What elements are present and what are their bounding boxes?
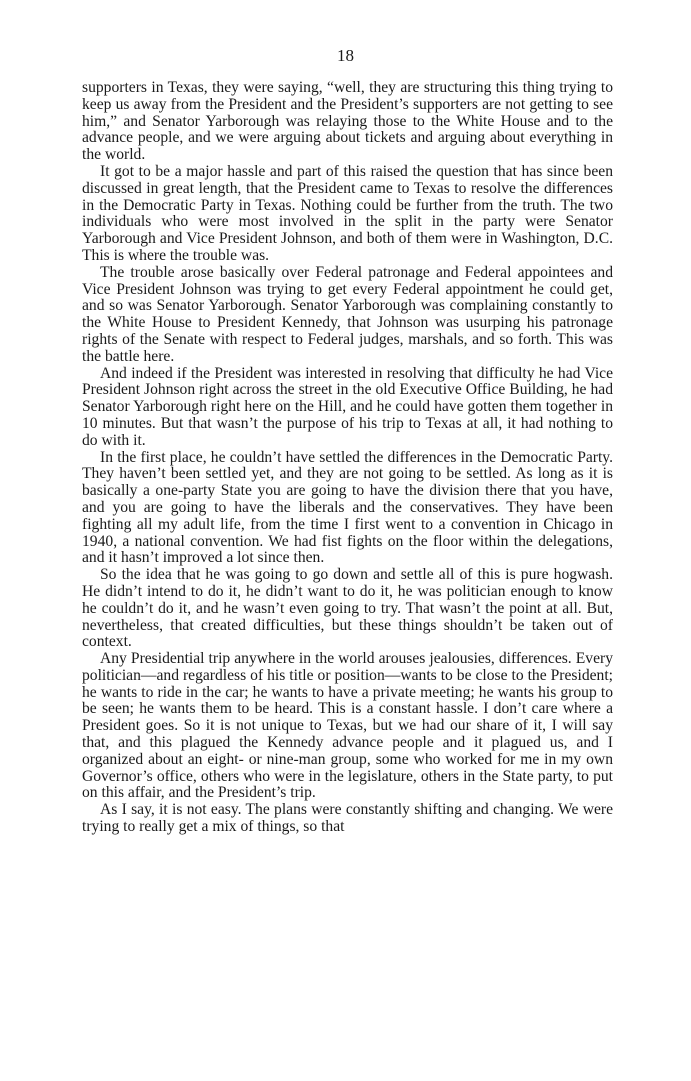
body-text xyxy=(82,80,613,836)
paragraph: So the idea that he was going to go down and settle all of this is pure hogwash. He didn’t intend to do it, he didn’t want to do it, he was politician enough to know he couldn’t do it, and he wasn’t even going to try. That wasn’t the point at all. But, nevertheless, that created difficulties, but these things shouldn’t be taken out of context. xyxy=(82,566,613,651)
paragraph: In the first place, he couldn’t have settled the differences in the Democratic Party. They haven’t been settled yet, and they are not going to be settled. As long as it is basically a one-party State you are going to have the division there that you have, and you are going to have the liberals and the conservatives. They have been fighting all my adult life, from the time I first went to a convention in Chicago in 1940, a national convention. We had fist fights on the floor within the delegations, and it hasn’t improved a lot since then. xyxy=(82,448,613,567)
paragraph: The trouble arose basically over Federal patronage and Federal appointees and Vice President Johnson was trying to get every Federal appointment he could get, and so was Senator Yarborough. Senator Yarborough was complaining constantly to the White House to President Kennedy, that Johnson was usurping his patronage rights of the Senate with respect to Federal judges, marshals, and so forth. This was the battle here. xyxy=(82,263,613,365)
paragraph: It got to be a major hassle and part of this raised the question that has since been discussed in great length, that the President came to Texas to resolve the differences in the Democratic Party in Texas. Nothing could be further from the truth. The two individuals who were most involved in the split in the party were Senator Yarborough and Vice President Johnson, and both of them were in Washington, D.C. This is where the trouble was. xyxy=(82,162,613,264)
paragraph: supporters in Texas, they were saying, “well, they are structuring this thing trying to keep us away from the President and the President’s supporters are not getting to see him,” and Senator Yarborough was relaying those to the White House and to the advance people, and we were arguing about tickets and arguing about everything in the world. xyxy=(82,79,613,164)
paragraph: As I say, it is not easy. The plans were constantly shifting and changing. We were trying to really get a mix of things, so that xyxy=(82,801,613,836)
paragraph: Any Presidential trip anywhere in the world arouses jealousies, differences. Every politician—and regardless of his title or position—wants to be close to the President; he wants to ride in the car; he wants to have a private meeting; he wants his group to be seen; he wants them to be heard. This is a constant hassle. I don’t care where a President goes. So it is not unique to Texas, but we had our share of it, I will say that, and this plagued the Kennedy advance people and it plagued us, and I organized about an eight- or nine-man group, some who worked for me in my own Governor’s office, others who were in the legislature, others in the State party, to put on this affair, and the President’s trip. xyxy=(82,650,613,802)
page-number: 18 xyxy=(337,46,354,65)
paragraph: And indeed if the President was interested in resolving that difficulty he had Vice President Johnson right across the street in the old Executive Office Building, he had Senator Yarborough right here on the Hill, and he could have gotten them together in 10 minutes. But that wasn’t the purpose of his trip to Texas at all, it had nothing to do with it. xyxy=(82,364,613,449)
